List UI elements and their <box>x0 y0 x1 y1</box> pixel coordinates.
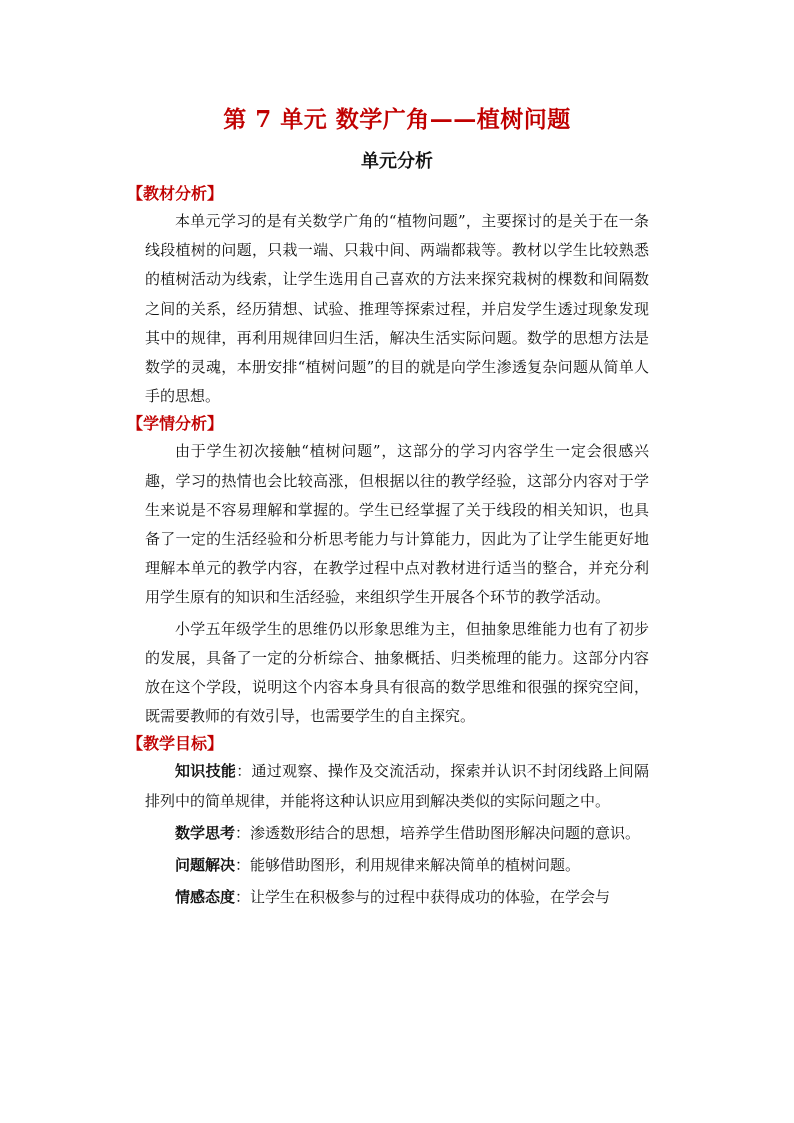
document-title: 第 7 单元 数学广角——植树问题 <box>223 106 571 133</box>
goal-label: 情感态度 <box>175 888 236 907</box>
goal-problem-solving <box>127 851 649 880</box>
goal-text: ：让学生在积极参与的过程中获得成功的体验，在学会与 <box>235 888 611 907</box>
goal-math-thinking <box>127 819 649 848</box>
document-body <box>127 181 649 915</box>
goal-text: ：通过观察、操作及交流活动，探索并认识不封闭线路上间隔排列中的简单规律，并能将这种认识应用到解决类似的实际问题之中。 <box>145 762 649 810</box>
goal-label: 知识技能 <box>175 762 237 781</box>
section-heading-students: 【学情分析】 <box>127 414 224 434</box>
goal-text: ：能够借助图形，利用规律来解决简单的植树问题。 <box>235 856 581 875</box>
paragraph-materials-1: 本单元学习的是有关数学广角的“植物问题”，主要探讨的是关于在一条线段植树的问题，只栽一端、只栽中间、两端都栽等。教材以学生比较熟悉的植树活动为线索，让学生选用自己喜欢的方法来探究栽树的棵数和间隔数之间的关系，经历猜想、试验、推理等探索过程，并启发学生透过现象发现其中的规律，再利用规律回归生活，解决生活实际问题。数学的思想方法是数学的灵魂，本册安排“植树问题”的目的就是向学生渗透复杂问题从简单人手的思想。 <box>145 212 649 406</box>
goal-label: 问题解决 <box>175 856 236 875</box>
paragraph-students-2: 小学五年级学生的思维仍以形象思维为主，但抽象思维能力也有了初步的发展，具备了一定的分析综合、抽象概括、归类梳理的能力。这部分内容放在这个学段，说明这个内容本身具有很高的数学思维和很强的探究空间，既需要教师的有效引导，也需要学生的自主探究。 <box>145 619 649 726</box>
goal-label: 数学思考 <box>175 823 236 842</box>
paragraph-students-1: 由于学生初次接触“植树问题”，这部分的学习内容学生一定会很感兴趣，学习的热情也会比较高涨，但根据以往的教学经验，这部分内容对于学生来说是不容易理解和掌握的。学生已经掌握了关于线段的相关知识，也具备了一定的生活经验和分析思考能力与计算能力，因此为了让学生能更好地理解本单元的教学内容，在教学过程中点对教材进行适当的整合，并充分利用学生原有的知识和生活经验，来组织学生开展各个环节的教学活动。 <box>145 442 649 607</box>
document-subtitle: 单元分析 <box>361 151 433 172</box>
goal-emotion-attitude <box>127 883 649 912</box>
goal-text: ：渗透数形结合的思想，培养学生借助图形解决问题的意识。 <box>235 823 641 842</box>
section-heading-materials: 【教材分析】 <box>127 184 224 203</box>
goal-knowledge-skills <box>127 757 649 815</box>
section-heading-goals: 【教学目标】 <box>127 734 224 754</box>
